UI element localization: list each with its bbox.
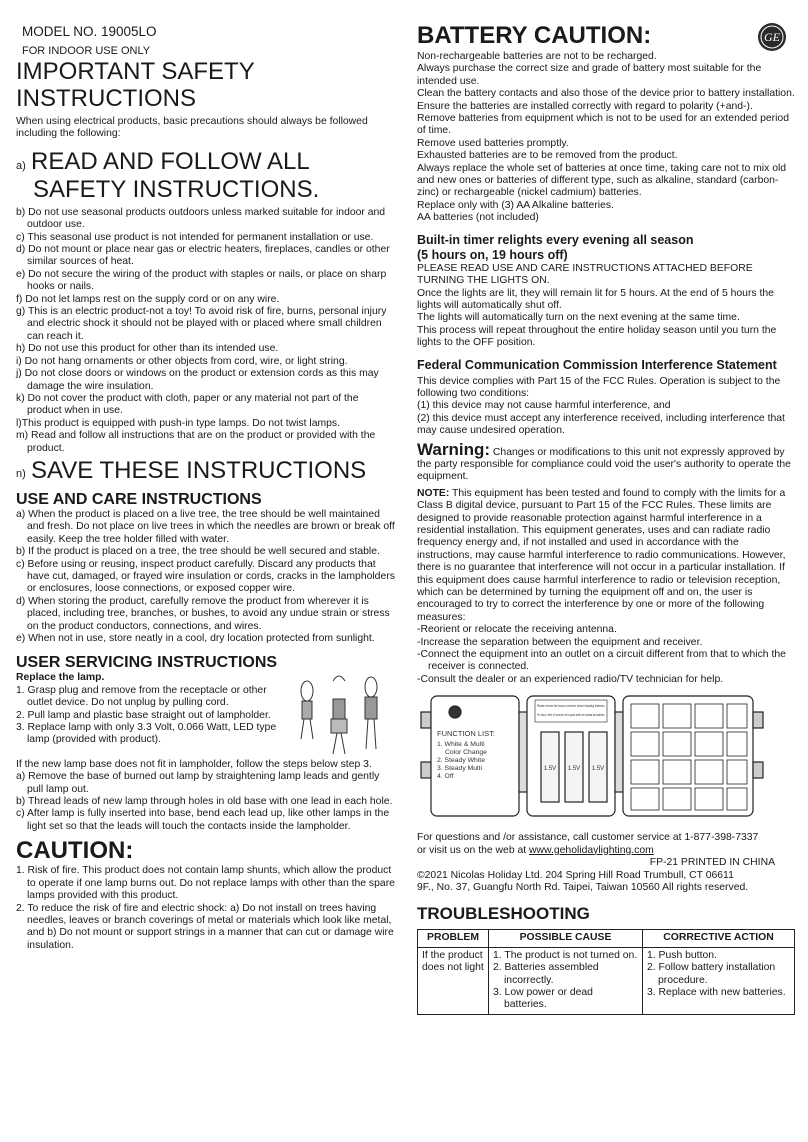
timer-line: The lights will automatically turn on the next evening at the same time.: [417, 312, 740, 324]
use-care-title: USE AND CARE INSTRUCTIONS: [16, 490, 262, 508]
copyright: ©2021 Nicolas Holiday Ltd. 204 Spring Hill Road Trumbull, CT 06611: [417, 869, 734, 881]
timer-list: [417, 263, 795, 350]
fcc-line: (2) this device must accept any interference received, including interference that may cause undesired operation.: [417, 412, 785, 437]
table-header: PROBLEM: [418, 930, 489, 947]
function-item: 3. Steady Multi: [437, 765, 482, 773]
fcc-measure: -Increase the separation between the equipment and receiver.: [417, 636, 703, 648]
ge-logo-icon: [757, 22, 787, 52]
servicing-note: If the new lamp base does not fit in lampholder, follow the steps below step 3.: [16, 758, 372, 770]
battery-line: Replace only with (3) AA Alkaline batteries.: [417, 199, 614, 211]
action-item: 3. Replace with new batteries.: [647, 986, 786, 998]
table-header: POSSIBLE CAUSE: [489, 930, 643, 947]
battery-line: AA batteries (not included): [417, 212, 539, 224]
battery-label: 1.5V: [543, 766, 557, 773]
address: 9F., No. 37, Guangfu North Rd. Taipei, Taiwan 10560 All rights reserved.: [417, 881, 749, 893]
safety-item: l)This product is equipped with push-in type lamps. Do not twist lamps.: [16, 417, 340, 429]
action-item: 1. Push button.: [647, 949, 717, 961]
cause-item: 3. Low power or dead batteries.: [493, 986, 593, 1011]
safety-item: b) Do not use seasonal products outdoors unless marked suitable for indoor and outdoor use.: [16, 206, 386, 231]
fcc-list: [417, 376, 795, 438]
troubleshooting-title: TROUBLESHOOTING: [417, 904, 590, 924]
timer-title: Built-in timer relights every evening all season (5 hours on, 19 hours off): [417, 232, 694, 262]
fcc-measure: -Connect the equipment into an outlet on a circuit different from that to which the receiver is connected.: [417, 649, 786, 673]
safety-item: j) Do not close doors or windows on the product or extension cords as this may damage the wire insulation.: [16, 368, 379, 392]
fcc-title: Federal Communication Commission Interference Statement: [417, 357, 777, 372]
servicing-substeps: [16, 771, 396, 833]
power-button-icon: [449, 706, 461, 718]
caution-item: 1. Risk of fire. This product does not contain lamp shunts, which allow the product to operate if one lamp burns out. Do not replace lamps with other than the spare lamps provided with this product.: [16, 865, 395, 902]
lamp-illustration: [293, 669, 388, 764]
cause-cell: [489, 947, 643, 1014]
battery-line: Ensure the batteries are installed correctly with regard to polarity (+and-).: [417, 100, 753, 112]
safety-item: i) Do not hang ornaments or other objects from cord, wire, or light string.: [16, 355, 348, 367]
use-care-item: c) Before using or reusing, inspect product carefully. Discard any products that have cut, damaged, or frayed wire insulation or cords, cracks in the lampholders or enclosures, loose connections, or exposed copper wire.: [16, 558, 395, 595]
lamp-icon: [301, 681, 313, 739]
caution-item: 2. To reduce the risk of fire and electric shock: a) Do not install on trees having needles, leaves or branch coverings of metal or materials which look like metal, and b) Do not mount or support strings in a manner that can cut or damage wire insulation.: [16, 902, 394, 951]
function-item: 4. Off: [437, 773, 454, 781]
lampholder-icon: [365, 677, 377, 749]
battery-box-illustration: [417, 692, 795, 822]
timer-line: Once the lights are lit, they will remain lit for 5 hours. At the end of 5 hours the lights will automatically shut off.: [417, 287, 774, 311]
battery-line: Always purchase the correct size and grade of battery most suitable for the intended use.: [417, 63, 762, 87]
battery-caution-title: BATTERY CAUTION:: [417, 22, 652, 49]
use-care-list: [16, 509, 396, 645]
contact-phone: For questions and /or assistance, call customer service at 1-877-398-7337: [417, 832, 759, 844]
safety-item: c) This seasonal use product is not intended for permanent installation or use.: [16, 231, 374, 243]
caution-title: CAUTION:: [16, 837, 134, 865]
battery-line: Clean the battery contacts and also those of the device prior to battery installation.: [417, 88, 795, 100]
table-header: CORRECTIVE ACTION: [643, 930, 795, 947]
safety-item: h) Do not use this product for other than its intended use.: [16, 343, 279, 355]
fcc-warning: Warning: Changes or modifications to this unit not expressly approved by the party responsible for compliance could void the user's authority to operate the equipment.: [417, 439, 791, 483]
servicing-substep: c) After lamp is fully inserted into base, bend each lead up, like other lamps in the light set so that the leads will touch the contacts inside the lampholder.: [16, 808, 390, 832]
safety-item: e) Do not secure the wiring of the product with staples or nails, or place on sharp hooks or nails.: [16, 268, 387, 293]
fcc-note: NOTE: This equipment has been tested and found to comply with the limits for a Class B digital device, pursuant to Part 15 of the FCC Rules. These limits are designed to provide reasonable protection against harmful interference in a residential installation. This equipment generates, uses and can radiate radio frequency energy and, if not installed and used in accordance with the instructions, may cause harmful interference to radio communications. However, there is no guarantee that interference will not occur in a particular installation. If this equipment does cause harmful interference to radio or television reception, which can be determined by turning the equipment off and on, the user is encouraged to try to correct the interference by one or more of the following measures:: [417, 487, 786, 623]
use-care-item: e) When not in use, store neatly in a cool, dry location protected from sunlight.: [16, 633, 375, 644]
indoor-notice: FOR INDOOR USE ONLY: [22, 45, 151, 57]
battery-line: Non-rechargeable batteries are not to be recharged.: [417, 51, 657, 62]
cause-item: 2. Batteries assembled incorrectly.: [493, 962, 599, 986]
battery-line: Remove used batteries promptly.: [417, 137, 569, 149]
servicing-title: USER SERVICING INSTRUCTIONS: [16, 654, 278, 672]
safety-item-a: a) READ AND FOLLOW ALL SAFETY INSTRUCTIONS.: [16, 147, 320, 203]
safety-item-n: n) SAVE THESE INSTRUCTIONS: [16, 456, 367, 484]
fcc-measures: [417, 624, 795, 686]
battery-list: [417, 51, 795, 225]
battery-line: Exhausted batteries are to be removed from the product.: [417, 150, 678, 162]
model-number: MODEL NO. 19005LO: [22, 24, 157, 39]
connector-label-es: Por favor, retire el conector de la placa antes de instalar las baterias.: [537, 712, 605, 718]
action-item: 2. Follow battery installation procedure.: [647, 962, 776, 986]
function-item: 2. Steady White: [437, 757, 485, 765]
servicing-step: 3. Replace lamp with only 3.3 Volt, 0.066 Watt, LED type lamp (provided with product).: [16, 722, 277, 746]
servicing-steps: [16, 685, 291, 747]
battery-label: 1.5V: [567, 766, 581, 773]
safety-item: g) This is an electric product-not a toy! To avoid risk of fire, burns, personal injury and electric shock it should not be played with or placed where small children can reach it.: [16, 306, 387, 342]
svg-text:GE: GE: [764, 30, 780, 44]
connector-label-en: Please remove the board connector before installing batteries.: [537, 703, 605, 709]
safety-item: d) Do not mount or place near gas or electric heaters, fireplaces, candles or other similar sources of heat.: [16, 244, 390, 268]
contact-block: [417, 832, 795, 894]
servicing-subtitle: Replace the lamp.: [16, 672, 105, 684]
cause-item: 1. The product is not turned on.: [493, 949, 638, 961]
fcc-measure: -Reorient or relocate the receiving antenna.: [417, 624, 617, 636]
action-cell: [643, 947, 795, 1014]
use-care-item: b) If the product is placed on a tree, the tree should be well secured and stable.: [16, 546, 380, 558]
fcc-line: (1) this device may not cause harmful interference, and: [417, 400, 671, 412]
servicing-step: 1. Grasp plug and remove from the receptacle or other outlet device. Do not unplug by pulling cord.: [16, 684, 267, 709]
print-code: FP-21 PRINTED IN CHINA: [649, 857, 775, 869]
function-item: 1. White & Multi: [437, 741, 485, 749]
timer-line: This process will repeat throughout the entire holiday season until you turn the lights to the OFF position.: [417, 324, 777, 349]
use-care-item: a) When the product is placed on a live tree, the tree should be well maintained and fresh. Do not place on live trees in which the needles are brown or break off easily. Keep the tree holder filled with water.: [16, 508, 395, 545]
servicing-substep: b) Thread leads of new lamp through holes in old base with one lead in each hole.: [16, 796, 393, 808]
contact-web: or visit us on the web at www.geholidaylighting.com: [417, 844, 654, 856]
safety-item: m) Read and follow all instructions that are on the product or provided with the product.: [16, 430, 376, 454]
battery-line: Remove batteries from equipment which is not to be used for an extended period of time.: [417, 113, 789, 137]
safety-item: k) Do not cover the product with cloth, paper or any material not part of the product when in use.: [16, 392, 359, 417]
function-item: Color Change: [445, 749, 487, 757]
use-care-item: d) When storing the product, carefully remove the product from wherever it is placed, including tree, branches, or bushes, to avoid any undue strain or stress on the product conductors, connections, and wires.: [16, 595, 390, 632]
troubleshooting-table: [417, 929, 795, 1014]
safety-item: f) Do not let lamps rest on the supply cord or on any wire.: [16, 293, 280, 305]
fcc-line: This device complies with Part 15 of the FCC Rules. Operation is subject to the following two conditions:: [417, 375, 781, 399]
servicing-substep: a) Remove the base of burned out lamp by straightening lamp leads and gently pull lamp out.: [16, 771, 380, 795]
caution-list: [16, 865, 396, 952]
battery-label: 1.5V: [591, 766, 605, 773]
safety-intro: When using electrical products, basic precautions should always be followed including the following:: [16, 116, 368, 140]
function-list-title: FUNCTION LIST:: [437, 729, 495, 739]
safety-title: IMPORTANT SAFETY INSTRUCTIONS: [16, 58, 255, 112]
lamp-base-icon: [331, 676, 347, 754]
battery-line: Always replace the whole set of batteries at once time, taking care not to mix old and new ones or batteries of different type, such as alkaline, standard (carbon-zinc) or rechargeable (nickel cadmium) batteries.: [417, 162, 787, 199]
website-link[interactable]: www.geholidaylighting.com: [529, 844, 654, 856]
safety-list: [16, 207, 396, 455]
timer-line: PLEASE READ USE AND CARE INSTRUCTIONS ATTACHED BEFORE TURNING THE LIGHTS ON.: [417, 262, 753, 287]
servicing-step: 2. Pull lamp and plastic base straight out of lampholder.: [16, 709, 271, 721]
problem-cell: If the product does not light: [418, 947, 489, 1014]
fcc-measure: -Consult the dealer or an experienced radio/TV technician for help.: [417, 673, 724, 685]
table-row: [418, 947, 795, 1014]
